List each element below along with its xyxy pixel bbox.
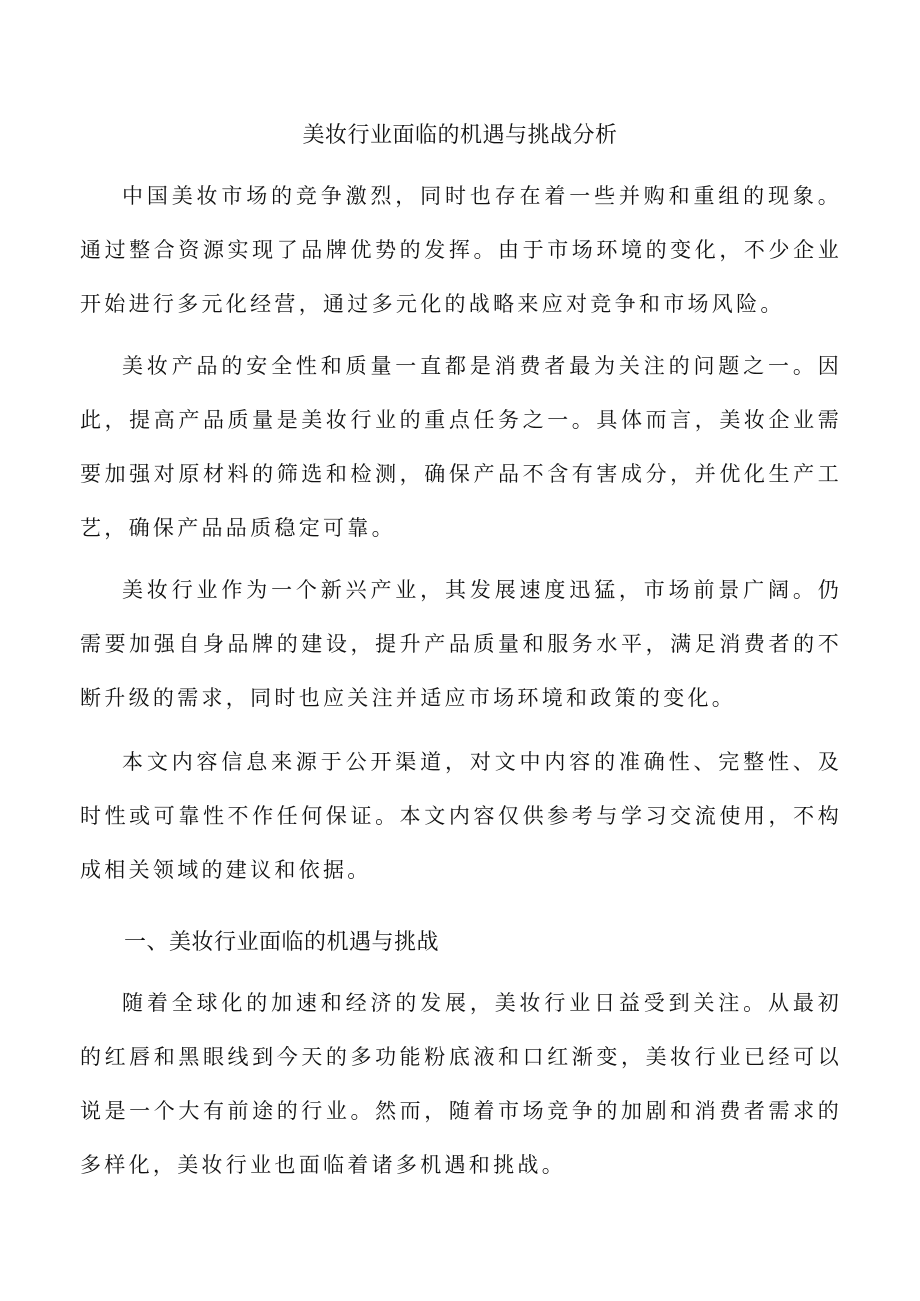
paragraph-opportunities-challenges: 随着全球化的加速和经济的发展，美妆行业日益受到关注。从最初的红唇和黑眼线到今天的多功能粉底液和口红渐变，美妆行业已经可以说是一个大有前途的行业。然而，随着市场竞争的加剧和消费者需求的多样化，美妆行业也面临着诸多机遇和挑战。 (80, 991, 842, 1177)
paragraph-disclaimer: 本文内容信息来源于公开渠道，对文中内容的准确性、完整性、及时性或可靠性不作任何保证。本文内容仅供参考与学习交流使用，不构成相关领域的建议和依据。 (80, 750, 842, 882)
paragraph-industry-outlook: 美妆行业作为一个新兴产业，其发展速度迅猛，市场前景广阔。仍需要加强自身品牌的建设，提升产品质量和服务水平，满足消费者的不断升级的需求，同时也应关注并适应市场环境和政策的变化。 (80, 578, 842, 710)
paragraph-market-competition: 中国美妆市场的竞争激烈，同时也存在着一些并购和重组的现象。通过整合资源实现了品牌优势的发挥。由于市场环境的变化，不少企业开始进行多元化经营，通过多元化的战略来应对竞争和市场风险。 (80, 184, 842, 316)
paragraph-product-safety: 美妆产品的安全性和质量一直都是消费者最为关注的问题之一。因此，提高产品质量是美妆行业的重点任务之一。具体而言，美妆企业需要加强对原材料的筛选和检测，确保产品不含有害成分，并优化生产工艺，确保产品品质稳定可靠。 (80, 354, 842, 540)
section-heading: 一、美妆行业面临的机遇与挑战 (124, 930, 440, 955)
document-title: 美妆行业面临的机遇与挑战分析 (302, 123, 618, 148)
